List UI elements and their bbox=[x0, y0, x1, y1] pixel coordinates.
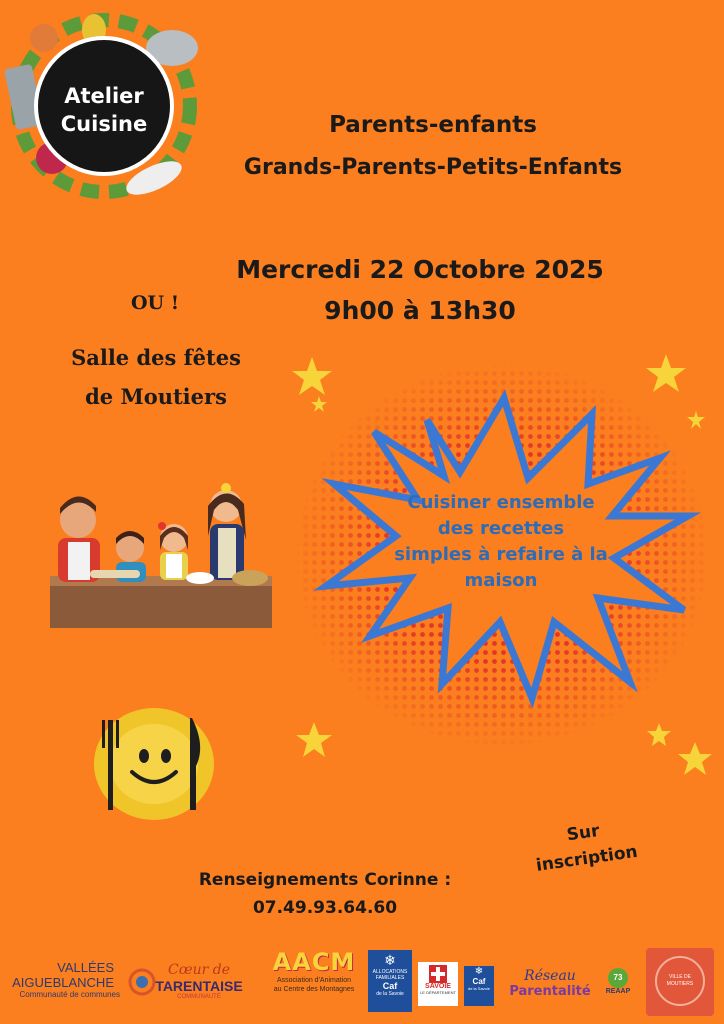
caf1-line-2: FAMILIALES bbox=[375, 975, 405, 981]
venue-line-1: Salle des fêtes bbox=[71, 345, 241, 370]
vallees-aigueblanche-logo bbox=[8, 960, 122, 999]
caf-familiales-logo bbox=[368, 950, 412, 1012]
aacm-wordmark: AACM bbox=[272, 948, 356, 976]
caf2-line-1: Caf bbox=[472, 977, 486, 986]
vallees-line-3: Communauté de communes bbox=[19, 990, 120, 999]
moutiers-seal-icon bbox=[655, 956, 705, 1006]
coeur-swirl-icon bbox=[128, 962, 156, 1002]
burst-text bbox=[370, 490, 632, 594]
burst-line-3: simples à refaire à la bbox=[394, 544, 608, 565]
venue-block bbox=[40, 338, 272, 416]
logo-line-1: Atelier bbox=[64, 84, 144, 108]
burst-line-4: maison bbox=[464, 570, 538, 591]
vallees-line-1: VALLÉES bbox=[57, 960, 114, 975]
audience-title: Parents-enfants bbox=[329, 112, 537, 138]
burst-line-1: Cuisiner ensemble bbox=[407, 492, 595, 513]
aacm-line-1: Association d'Animation bbox=[276, 977, 352, 984]
caf2-snowflake-icon: ❄ bbox=[474, 966, 484, 977]
savoie-sub: LE DÉPARTEMENT bbox=[420, 990, 456, 995]
reseau-line-1: Réseau bbox=[524, 968, 576, 984]
reaap-logo bbox=[600, 968, 636, 995]
coeur-line-1: Cœur de bbox=[168, 962, 230, 978]
ville-moutiers-logo bbox=[646, 948, 714, 1016]
coeur-line-3: COMMUNAUTÉ bbox=[177, 994, 221, 1000]
coeur-tarentaise-logo bbox=[128, 962, 246, 1000]
savoie-label: SAVOIE bbox=[425, 983, 451, 990]
caf1-line-4: de la Savoie bbox=[376, 991, 404, 997]
reaap-label: REAAP bbox=[605, 988, 631, 995]
aacm-line-2: au Centre des Montagnes bbox=[273, 986, 355, 993]
contact-phone[interactable]: 07.49.93.64.60 bbox=[252, 898, 398, 918]
coeur-line-2: TARENTAISE bbox=[155, 978, 243, 994]
event-date: Mercredi 22 Octobre 2025 bbox=[236, 255, 604, 284]
reseau-line-2: Parentalité bbox=[509, 984, 591, 999]
audience-subtitle: Grands-Parents-Petits-Enfants bbox=[243, 155, 623, 180]
caf1-line-3: Caf bbox=[382, 981, 398, 991]
or-label: OU ! bbox=[130, 292, 180, 314]
registration-line-2: inscription bbox=[534, 841, 639, 876]
smiley-plate-icon bbox=[88, 706, 218, 824]
registration-line-1: Sur bbox=[565, 820, 601, 846]
caf2-line-2: de la Savoie bbox=[467, 986, 490, 991]
aacm-logo bbox=[264, 948, 364, 994]
savoie-cross-icon bbox=[429, 965, 447, 983]
reaap-number: 73 bbox=[608, 968, 628, 988]
atelier-cuisine-logo bbox=[4, 8, 210, 200]
caf-savoie-logo bbox=[464, 966, 494, 1006]
caf-snowflake-icon: ❄ bbox=[384, 952, 396, 968]
burst-line-2: des recettes bbox=[437, 518, 565, 539]
registration-note bbox=[517, 811, 653, 881]
savoie-departement-logo bbox=[418, 962, 458, 1006]
logo-line-2: Cuisine bbox=[60, 112, 148, 136]
event-time: 9h00 à 13h30 bbox=[324, 296, 516, 325]
contact-label: Renseignements Corinne : bbox=[198, 870, 452, 890]
family-cooking-illustration bbox=[50, 480, 272, 628]
reseau-parentalite-logo bbox=[500, 968, 600, 999]
vallees-line-2: AIGUEBLANCHE bbox=[12, 975, 114, 990]
moutiers-label: VILLE DE MOUTIERS bbox=[666, 974, 694, 987]
caf1-line-1: ALLOCATIONS bbox=[372, 969, 408, 975]
venue-line-2: de Moutiers bbox=[85, 384, 227, 409]
